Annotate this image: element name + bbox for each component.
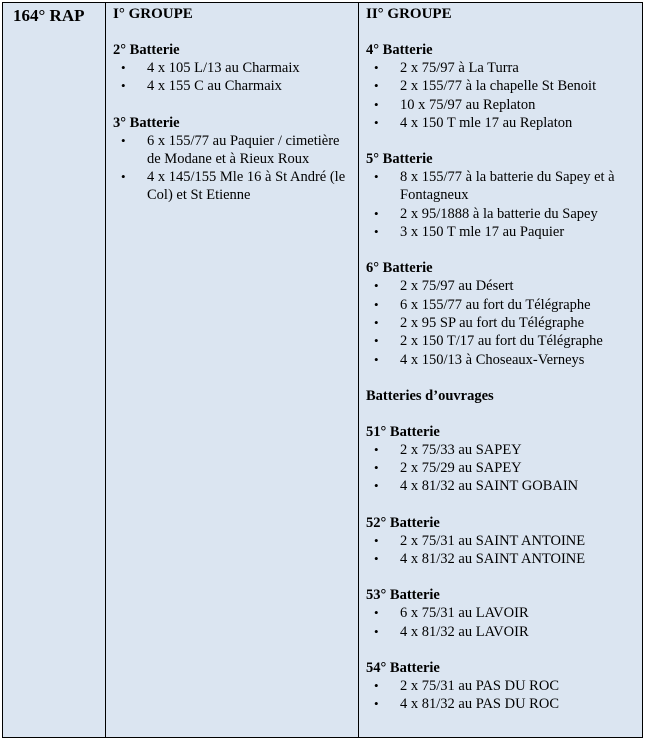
battery-block <box>366 41 638 132</box>
battery-block <box>366 387 638 405</box>
battery-item: • 2 x 75/31 au SAINT ANTOINE <box>366 532 638 550</box>
battery-title: 3° Batterie <box>113 114 180 131</box>
battery-item: • 2 x 75/33 au SAPEY <box>366 441 638 459</box>
artillery-table <box>2 2 643 738</box>
battery-item: • 4 x 81/32 au PAS DU ROC <box>366 695 638 713</box>
battery-title: 2° Batterie <box>113 42 180 58</box>
battery-item: • 2 x 75/31 au PAS DU ROC <box>366 677 638 695</box>
battery-title: 5° Batterie <box>366 151 433 168</box>
battery-list <box>366 604 638 641</box>
battery-title: 6° Batterie <box>366 260 433 277</box>
battery-item: • 4 x 81/32 au SAINT GOBAIN <box>366 477 638 495</box>
battery-list <box>366 59 638 132</box>
groupe-1-batteries <box>113 41 352 205</box>
battery-item: • 2 x 95/1888 à la batterie du Sapey <box>366 205 638 223</box>
battery-item: • 4 x 81/32 au SAINT ANTOINE <box>366 550 638 568</box>
battery-title: Batteries d’ouvrages <box>366 387 494 404</box>
groupe-2-cell <box>359 3 644 737</box>
battery-item: • 6 x 155/77 au fort du Télégraphe <box>366 296 638 314</box>
battery-block <box>366 423 638 496</box>
battery-block <box>366 514 638 569</box>
battery-list <box>366 441 638 496</box>
battery-title: 53° Batterie <box>366 587 440 604</box>
battery-item: • 4 x 155 C au Charmaix <box>113 77 352 95</box>
battery-title: 54° Batterie <box>366 659 440 676</box>
battery-block <box>113 114 352 205</box>
battery-list <box>113 132 352 205</box>
battery-item: • 2 x 75/97 à La Turra <box>366 59 638 77</box>
battery-list <box>113 59 352 96</box>
battery-item: • 2 x 75/29 au SAPEY <box>366 459 638 477</box>
battery-item: • 4 x 145/155 Mle 16 à St André (le Col) et St Etienne <box>113 168 352 205</box>
battery-list <box>366 532 638 569</box>
battery-list <box>366 677 638 714</box>
battery-item: • 8 x 155/77 à la batterie du Sapey et à Fontagneux <box>366 168 638 205</box>
battery-block <box>113 41 352 96</box>
battery-item: • 10 x 75/97 au Replaton <box>366 96 638 114</box>
battery-item: • 3 x 150 T mle 17 au Paquier <box>366 223 638 241</box>
battery-item: • 2 x 155/77 à la chapelle St Benoit <box>366 77 638 95</box>
groupe-1-title: I° GROUPE <box>113 6 193 22</box>
battery-list <box>366 168 638 241</box>
battery-item: • 6 x 155/77 au Paquier / cimetière de Modane et à Rieux Roux <box>113 132 352 169</box>
battery-block <box>366 659 638 714</box>
groupe-2-title: II° GROUPE <box>366 6 452 22</box>
battery-item: • 4 x 81/32 au LAVOIR <box>366 623 638 641</box>
battery-item: • 2 x 75/97 au Désert <box>366 277 638 295</box>
regiment-cell <box>3 3 106 737</box>
battery-title: 4° Batterie <box>366 42 433 58</box>
battery-block <box>366 259 638 368</box>
battery-block <box>366 586 638 641</box>
battery-item: • 6 x 75/31 au LAVOIR <box>366 604 638 622</box>
groupe-2-batteries <box>366 41 638 714</box>
battery-item: • 4 x 150 T mle 17 au Replaton <box>366 114 638 132</box>
battery-title: 51° Batterie <box>366 423 440 440</box>
battery-item: • 2 x 150 T/17 au fort du Télégraphe <box>366 332 638 350</box>
battery-item: • 2 x 95 SP au fort du Télégraphe <box>366 314 638 332</box>
battery-title: 52° Batterie <box>366 514 440 531</box>
battery-block <box>366 150 638 241</box>
battery-item: • 4 x 150/13 à Choseaux-Verneys <box>366 351 638 369</box>
battery-list <box>366 277 638 368</box>
battery-item: • 4 x 105 L/13 au Charmaix <box>113 59 352 77</box>
groupe-1-cell <box>106 3 359 737</box>
regiment-title: 164° RAP <box>13 6 85 25</box>
